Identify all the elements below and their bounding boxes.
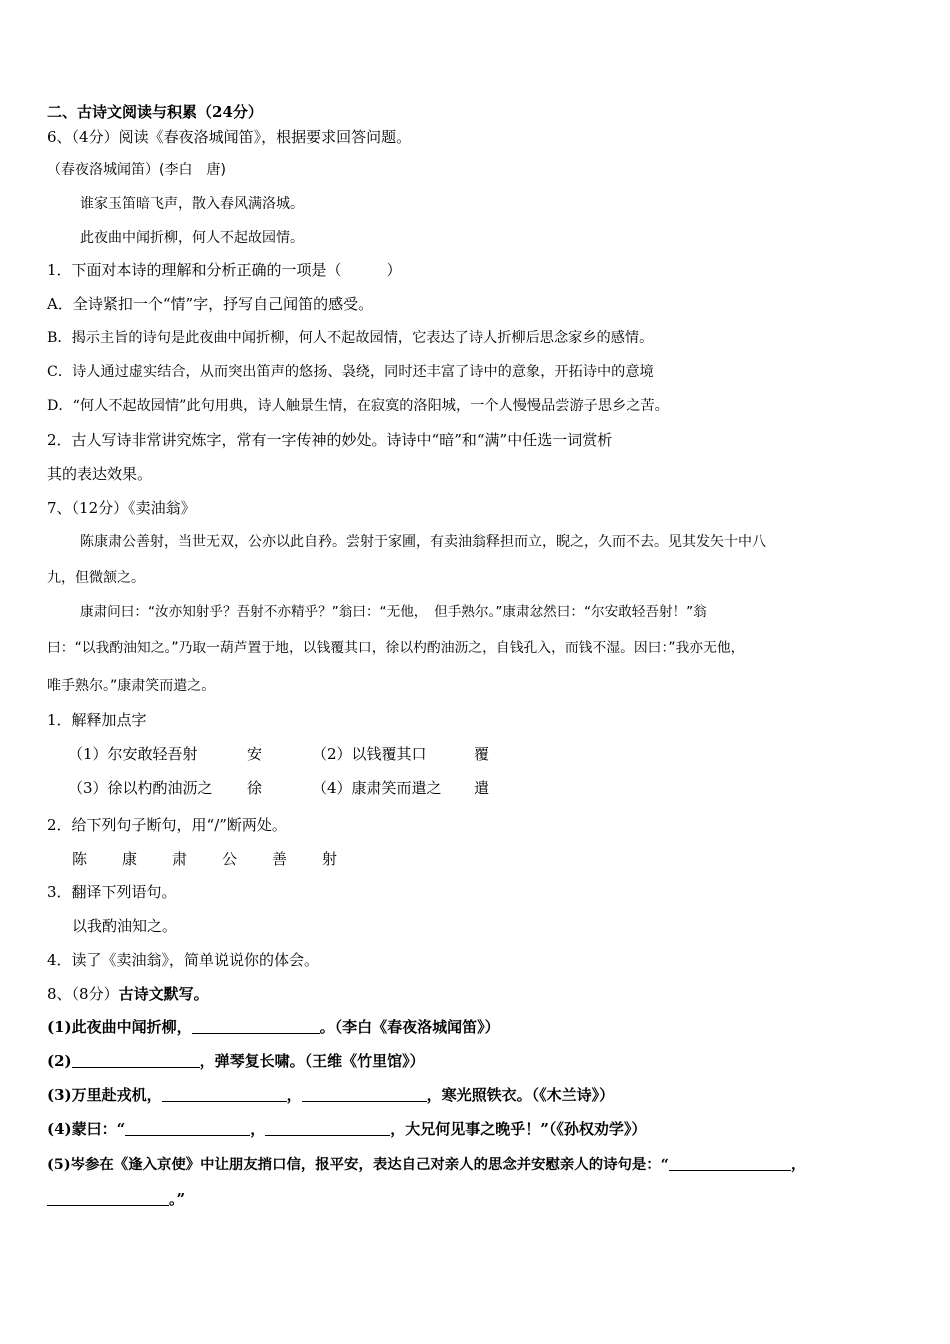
q8-header-num: 8、（8分） xyxy=(47,985,119,1003)
q7-item-row-1 xyxy=(68,744,628,764)
q7-item-3-phrase: （3）徐以杓酌油沥之 xyxy=(68,779,213,797)
q8-line-6 xyxy=(47,1189,185,1209)
q8-line-4 xyxy=(47,1119,646,1139)
q7-sentence-char: 康 xyxy=(122,850,138,868)
section-title: 二、古诗文阅读与积累（24分） xyxy=(47,103,263,121)
q7-sentence-char: 公 xyxy=(222,850,238,868)
q7-item-1-word: 安 xyxy=(247,745,263,763)
q7-para-2-line-2: 曰：“以我酌油知之。”乃取一葫芦置于地，以钱覆其口，徐以杓酌油沥之，自钱孔入，而钱不湿。因曰：”我亦无他， xyxy=(47,640,745,656)
q7-translate-sentence: 以我酌油知之。 xyxy=(72,917,178,935)
q7-sub-2: 2．给下列句子断句，用“/”断两处。 xyxy=(47,816,287,834)
q7-sentence-char: 善 xyxy=(272,850,288,868)
q8-line-2-suffix: ，弹琴复长啸。（王维《竹里馆》） xyxy=(199,1052,425,1070)
q7-sentence-char: 陈 xyxy=(72,850,88,868)
fill-blank[interactable] xyxy=(302,1086,427,1102)
q6-poem-title: （春夜洛城闻笛）(李白 唐) xyxy=(47,162,226,178)
q8-line-3-suffix: ，寒光照铁衣。（《木兰诗》） xyxy=(426,1086,615,1104)
fill-blank[interactable] xyxy=(265,1120,390,1136)
q8-line-3-prefix: (3)万里赴戎机， xyxy=(47,1086,162,1104)
q7-item-1-phrase: （1）尔安敢轻吾射 xyxy=(68,745,198,763)
fill-blank[interactable] xyxy=(162,1086,287,1102)
q6-option-a: A．全诗紧扣一个“情”字，抒写自己闻笛的感受。 xyxy=(47,295,374,313)
q6-option-c: C．诗人通过虚实结合，从而突出笛声的悠扬、袅绕，同时还丰富了诗中的意象，开拓诗中的意境 xyxy=(47,364,654,380)
q8-line-4-prefix: (4)蒙曰：“ xyxy=(47,1120,126,1138)
q6-poem-line-1: 谁家玉笛暗飞声，散入春风满洛城。 xyxy=(80,196,304,212)
fill-blank[interactable] xyxy=(192,1018,320,1034)
q6-option-b: B．揭示主旨的诗句是此夜曲中闻折柳，何人不起故园情，它表达了诗人折柳后思念家乡的感情。 xyxy=(47,330,654,346)
q7-item-4-phrase: （4）康肃笑而遣之 xyxy=(312,779,442,797)
q7-sub-1: 1．解释加点字 xyxy=(47,711,147,729)
q8-header xyxy=(47,984,209,1004)
q7-item-3-word: 徐 xyxy=(247,779,263,797)
q8-line-3 xyxy=(47,1085,614,1105)
q6-sub-1: 1．下面对本诗的理解和分析正确的一项是（ ） xyxy=(47,261,402,279)
q7-para-1-line-1: 陈康肃公善射，当世无双，公亦以此自矜。尝射于家圃，有卖油翁释担而立，睨之，久而不去。见其发矢十中八 xyxy=(80,534,766,550)
q7-sentence-char: 射 xyxy=(322,850,338,868)
q7-item-2-phrase: （2）以钱覆其口 xyxy=(312,745,427,763)
q6-option-d: D．“何人不起故园情”此句用典，诗人触景生情，在寂寞的洛阳城，一个人慢慢品尝游子思乡之苦。 xyxy=(47,398,669,414)
q8-line-1 xyxy=(47,1017,500,1037)
q8-line-4-suffix: ，大兄何见事之晚乎！”（《孙权劝学》） xyxy=(390,1120,647,1138)
q8-line-2 xyxy=(47,1051,425,1071)
fill-blank[interactable] xyxy=(72,1052,200,1068)
q7-sentence-char: 肃 xyxy=(172,850,188,868)
q6-sub-2-line-1: 2．古人写诗非常讲究炼字，常有一字传神的妙处。诗诗中“暗”和“满”中任选一词赏析 xyxy=(47,431,613,449)
q8-header-title: 古诗文默写。 xyxy=(118,985,209,1003)
q8-line-3-sep: ， xyxy=(286,1086,302,1104)
q7-para-2-line-1: 康肃问曰：“汝亦知射乎？吾射不亦精乎？”翁曰：“无他， 但手熟尔。”康肃忿然曰：“尔安敢轻吾射！”翁 xyxy=(80,604,707,620)
q6-poem-line-2: 此夜曲中闻折柳，何人不起故园情。 xyxy=(80,230,304,246)
q7-sentence xyxy=(72,849,372,869)
q8-line-6-suffix: 。” xyxy=(169,1190,186,1208)
fill-blank[interactable] xyxy=(125,1120,250,1136)
q8-line-5-prefix: (5)岑参在《逢入京使》中让朋友捎口信，报平安，表达自己对亲人的思念并安慰亲人的诗句是：“ xyxy=(47,1156,669,1173)
q8-line-1-suffix: 。（李白《春夜洛城闻笛》） xyxy=(319,1018,500,1036)
q7-sub-3: 3．翻译下列语句。 xyxy=(47,883,177,901)
q8-line-2-prefix: (2) xyxy=(47,1052,72,1070)
fill-blank[interactable] xyxy=(669,1155,791,1171)
fill-blank[interactable] xyxy=(47,1190,169,1206)
q7-item-4-word: 遣 xyxy=(474,779,490,797)
q7-header: 7、（12分）《卖油翁》 xyxy=(47,499,196,517)
q7-para-2-line-3: 唯手熟尔。”康肃笑而遣之。 xyxy=(47,678,216,694)
q8-line-1-prefix: (1)此夜曲中闻折柳， xyxy=(47,1018,192,1036)
q7-item-row-2 xyxy=(68,778,628,798)
q8-line-5 xyxy=(47,1155,805,1175)
q8-line-5-sep: ， xyxy=(790,1156,806,1173)
q8-line-4-sep: ， xyxy=(250,1120,266,1138)
q7-item-2-word: 覆 xyxy=(474,745,490,763)
q6-sub-2-line-2: 其的表达效果。 xyxy=(47,465,153,483)
q6-header: 6、（4分）阅读《春夜洛城闻笛》，根据要求回答问题。 xyxy=(47,128,412,146)
q7-sub-4: 4．读了《卖油翁》，简单说说你的体会。 xyxy=(47,951,320,969)
q7-para-1-line-2: 九，但微颔之。 xyxy=(47,570,145,586)
